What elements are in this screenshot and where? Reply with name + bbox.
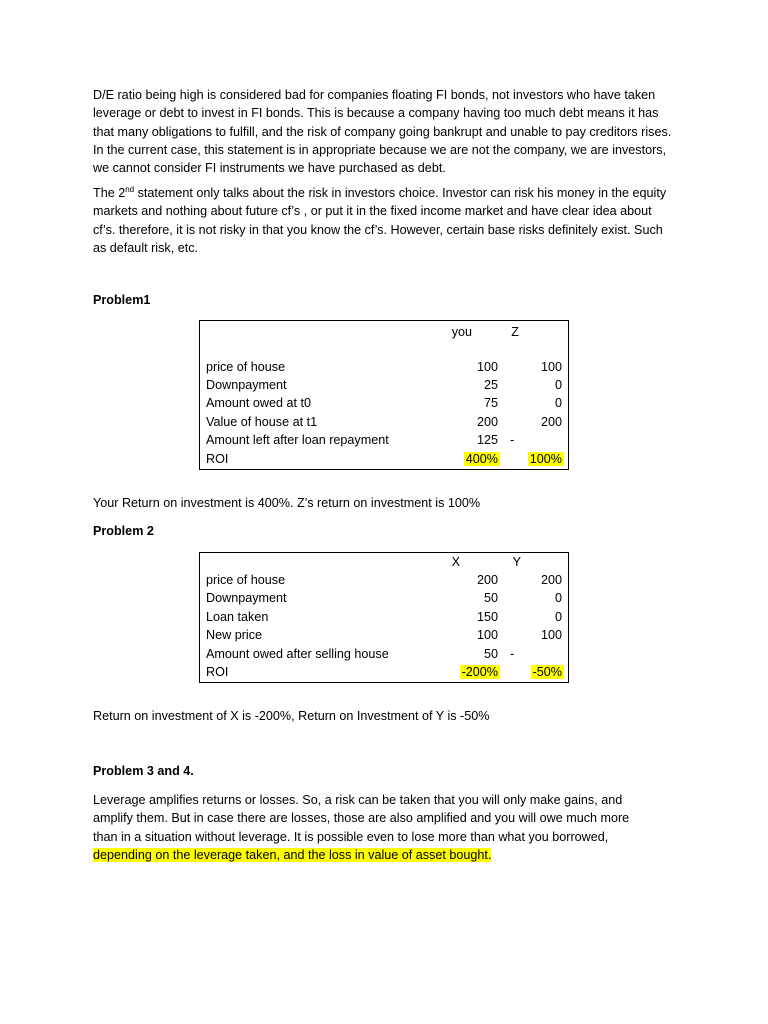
problem1-table xyxy=(199,320,569,470)
problem1-header-row xyxy=(200,324,568,342)
cell-x: 200 xyxy=(476,573,498,587)
row-label: ROI xyxy=(206,665,229,679)
table-row xyxy=(200,414,568,432)
table-row xyxy=(200,609,568,627)
table-row xyxy=(200,627,568,645)
cell-y-roi: -50% xyxy=(532,665,562,679)
row-label: Amount left after loan repayment xyxy=(206,433,389,447)
cell-x-roi: -200% xyxy=(461,665,498,679)
row-label: Loan taken xyxy=(206,610,269,624)
problem2-heading: Problem 2 xyxy=(93,524,154,538)
table-row-roi xyxy=(200,451,568,469)
cell-z-roi: 100% xyxy=(529,452,562,466)
p2-superscript: nd xyxy=(125,184,135,194)
cell-y-dash: - xyxy=(510,647,515,661)
cell-you: 100 xyxy=(476,360,498,374)
paragraph-second-statement xyxy=(93,184,673,257)
cell-z: 100 xyxy=(540,360,562,374)
row-label: New price xyxy=(206,628,262,642)
table-row xyxy=(200,646,568,664)
cell-y: 200 xyxy=(540,573,562,587)
cell-y: 0 xyxy=(554,591,562,605)
cell-you: 25 xyxy=(483,378,498,392)
problem34-heading: Problem 3 and 4. xyxy=(93,764,194,778)
paragraph-de-ratio: D/E ratio being high is considered bad for companies floating FI bonds, not investors who have taken leverage or debt to invest in FI bonds. This is because a company having too much debt means it has that many obligations to fulfill, and the risk of company going bankrupt and unable to pay creditors rises. In the current case, this statement is in appropriate because we are not the company, we are investors, we cannot consider FI instruments we have purchased as debt. xyxy=(93,88,672,176)
row-label: ROI xyxy=(206,452,229,466)
row-label: Downpayment xyxy=(206,378,287,392)
problem2-col-y: Y xyxy=(512,555,521,569)
cell-you: 75 xyxy=(483,396,498,410)
problem2-header-row xyxy=(200,554,568,572)
p2-post: statement only talks about the risk in investors choice. Investor can risk his money in the equity markets and nothing about future cf’s , or put it in the fixed income market and have clear idea about cf’s. therefore, it is not risky in that you know the cf’s. However, certain base risks definitely exist. Such as default risk, etc. xyxy=(93,186,667,255)
cell-z: 0 xyxy=(554,378,562,392)
leverage-highlighted-text: depending on the leverage taken, and the loss in value of asset bought. xyxy=(93,847,492,862)
table-row xyxy=(200,395,568,413)
row-label: Downpayment xyxy=(206,591,287,605)
problem1-col-z: Z xyxy=(511,325,519,339)
table-row xyxy=(200,377,568,395)
row-label: Amount owed at t0 xyxy=(206,396,312,410)
row-label: price of house xyxy=(206,360,286,374)
problem2-table xyxy=(199,552,569,683)
paragraph-leverage xyxy=(93,791,653,864)
cell-z: 0 xyxy=(554,396,562,410)
row-label: Amount owed after selling house xyxy=(206,647,389,661)
problem2-summary: Return on investment of X is -200%, Return on Investment of Y is -50% xyxy=(93,709,490,723)
table-row xyxy=(200,359,568,377)
cell-x: 50 xyxy=(483,647,498,661)
p2-pre: The 2 xyxy=(93,186,126,200)
row-label: price of house xyxy=(206,573,286,587)
problem1-heading: Problem1 xyxy=(93,293,151,307)
problem1-summary: Your Return on investment is 400%. Z’s return on investment is 100% xyxy=(93,496,481,510)
cell-x: 100 xyxy=(476,628,498,642)
cell-x: 150 xyxy=(476,610,498,624)
cell-y: 100 xyxy=(540,628,562,642)
table-row xyxy=(200,432,568,450)
table-row xyxy=(200,572,568,590)
cell-you: 200 xyxy=(476,415,498,429)
row-label: Value of house at t1 xyxy=(206,415,318,429)
cell-you-roi: 400% xyxy=(465,452,498,466)
leverage-text: Leverage amplifies returns or losses. So, a risk can be taken that you will only make gains, and amplify them. But in case there are losses, those are also amplified and you will owe much more than in a situation without leverage. It is possible even to lose more than what you borrowed, xyxy=(93,793,630,844)
cell-you: 125 xyxy=(476,433,498,447)
table-row-roi xyxy=(200,664,568,682)
problem1-col-you: you xyxy=(451,325,472,339)
problem2-col-x: X xyxy=(451,555,460,569)
cell-z: 200 xyxy=(540,415,562,429)
cell-z-dash: - xyxy=(510,433,515,447)
cell-y: 0 xyxy=(554,610,562,624)
table-row xyxy=(200,590,568,608)
cell-x: 50 xyxy=(483,591,498,605)
